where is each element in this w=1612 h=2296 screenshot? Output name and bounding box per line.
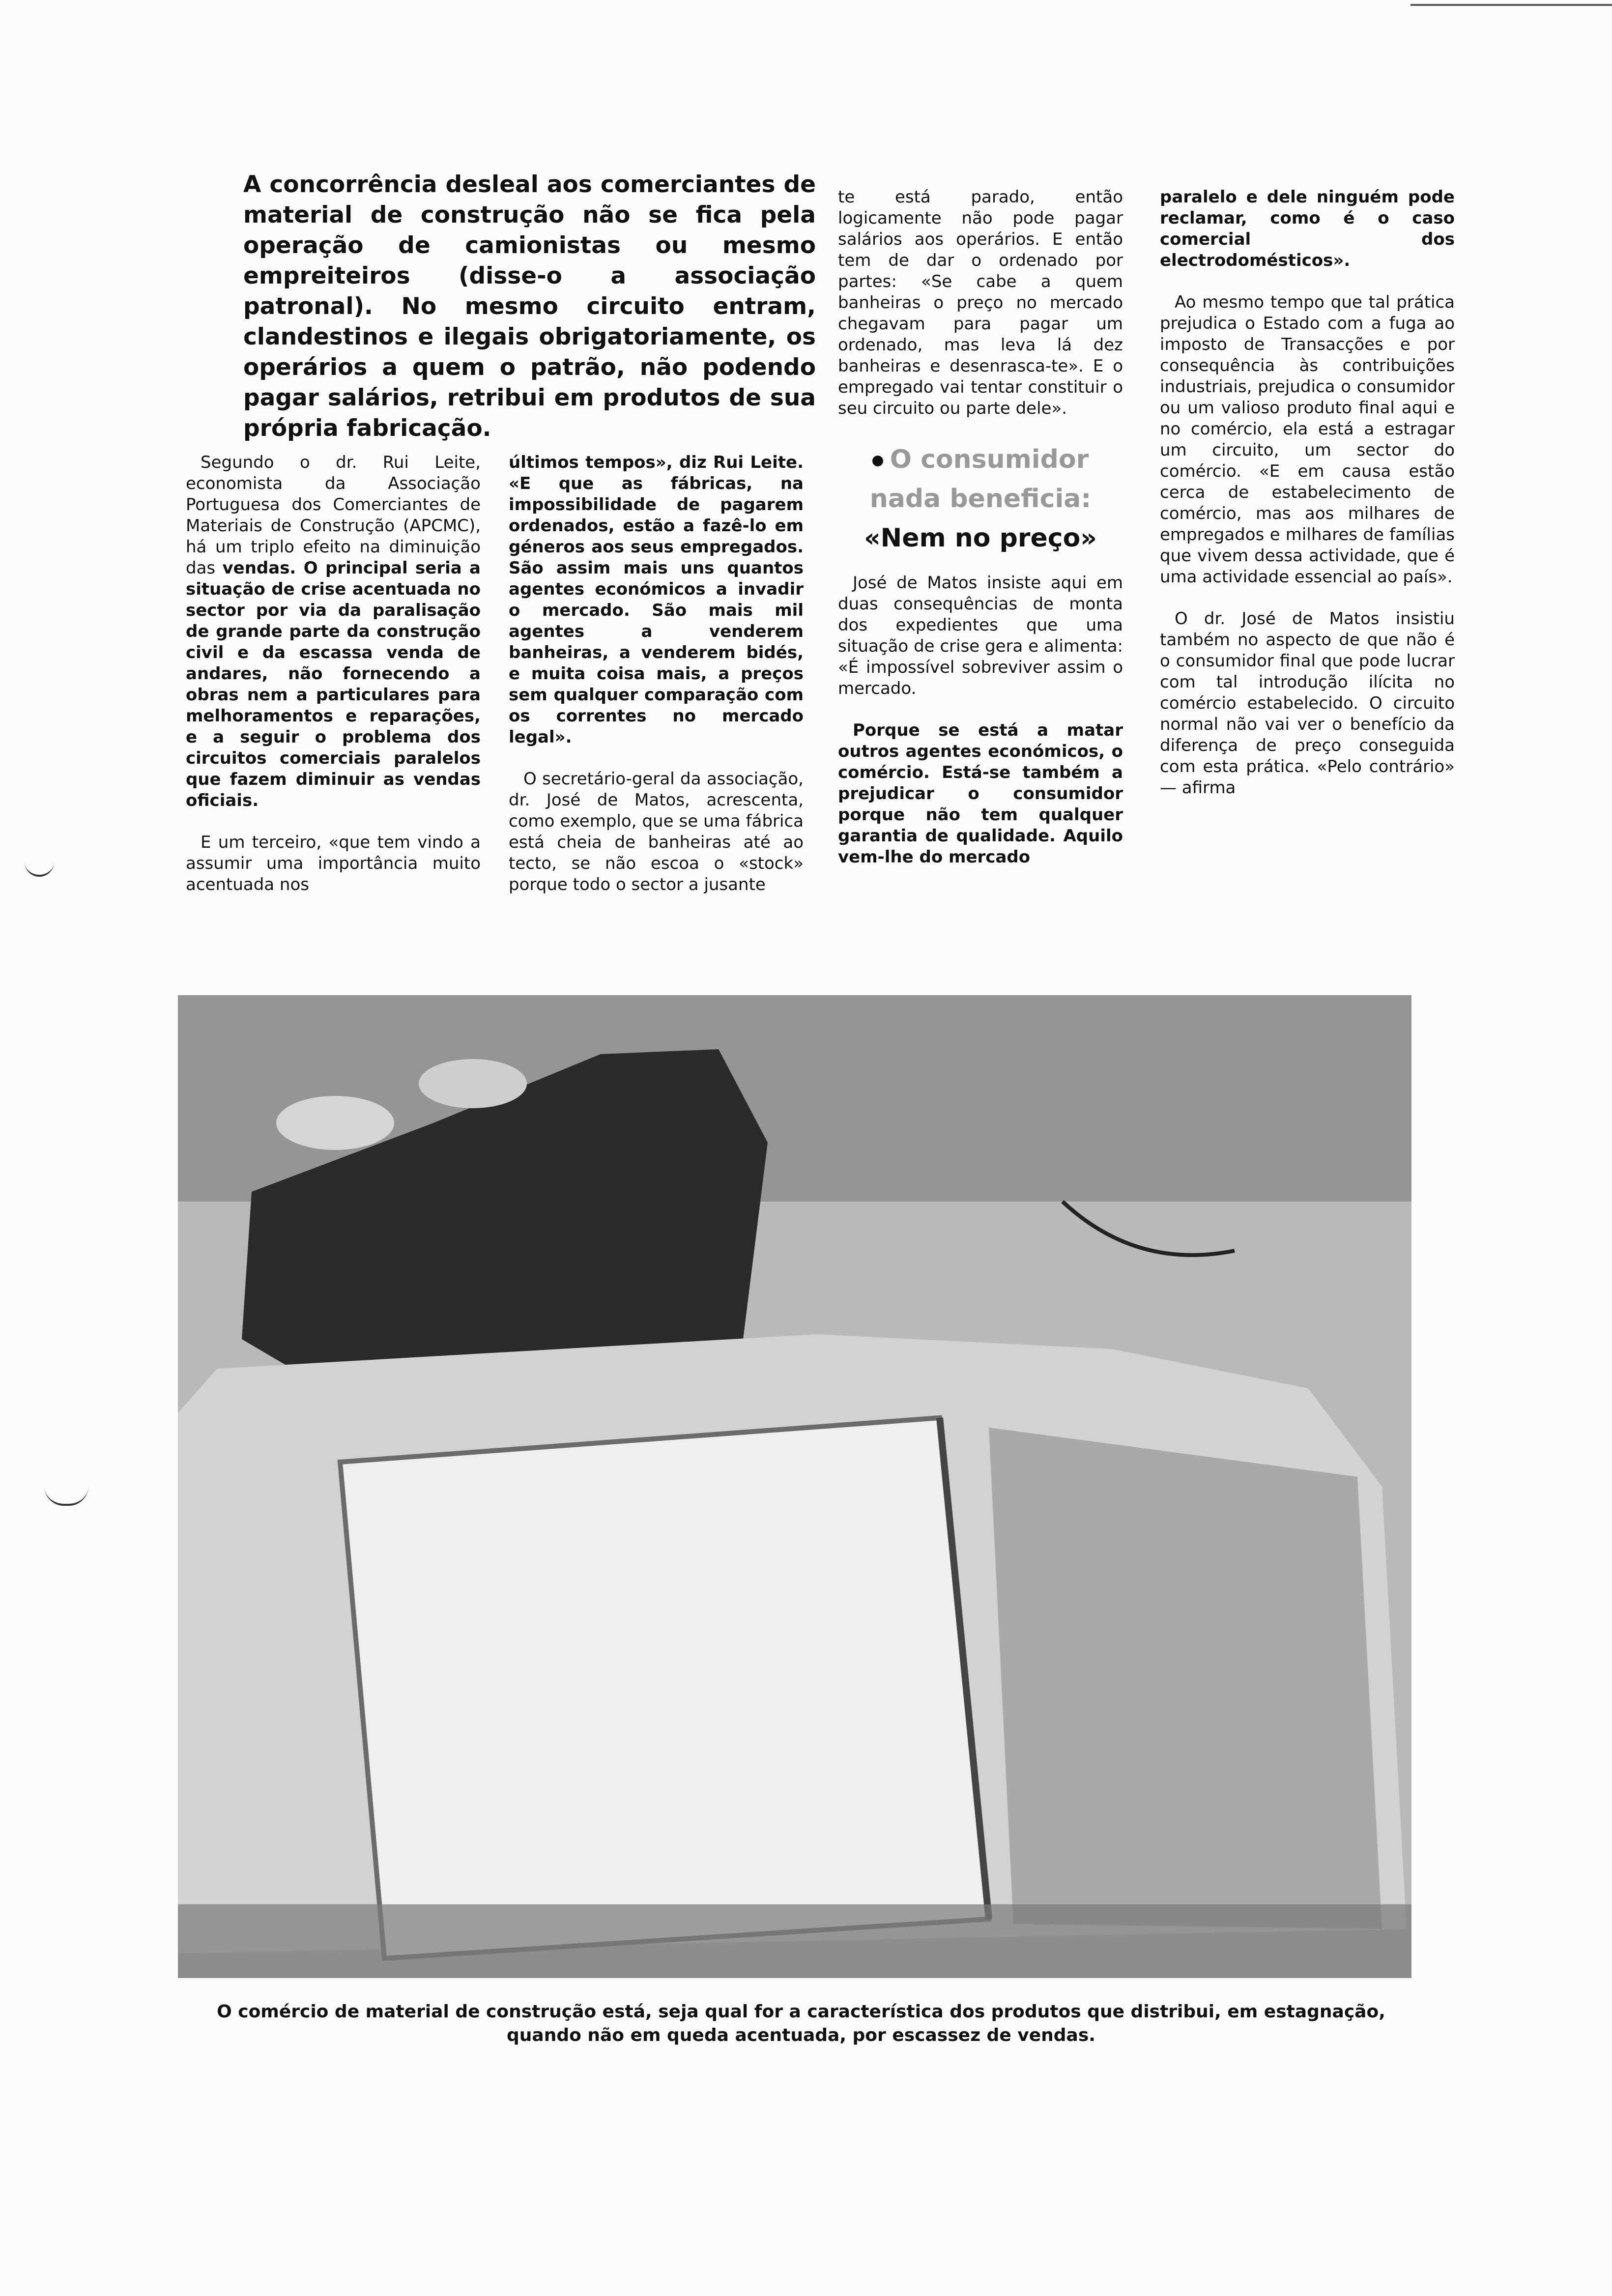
caption-line-1: O comércio de material de construção está, seja qual for a característica dos produtos que distribui, em estagnação, xyxy=(217,2002,1385,2022)
bullet-icon xyxy=(872,456,883,466)
col3-paragraph-3: Porque se está a matar outros agentes económicos, o comércio. Está-se também a prejudicar o consumidor porque não tem qualquer garantia de qualidade. Aquilo vem-lhe do mercado xyxy=(838,720,1123,867)
column-3 xyxy=(838,187,1123,889)
col1-paragraph-1: Segundo o dr. Rui Leite, economista da Associação Portuguesa dos Comerciantes de Materiais de Construção (APCMC), há um triplo efeito na diminuição das vendas. O principal seria a situação de crise acentuada no sector por via da paralisação de grande parte da construção civil e da escassa venda de andares, não fornecendo a obras nem a particulares para melhoramentos e reparações, e a seguir o problema dos circuitos comerciais paralelos que fazem diminuir as vendas oficiais. xyxy=(186,453,481,810)
subhead-line-2: nada beneficia: xyxy=(869,484,1092,514)
col2-paragraph-1: últimos tempos», diz Rui Leite. «E que as fábricas, na impossibilidade de pagarem ordenados, estão a fazê-lo em géneros aos seus empregados. São assim mais uns quantos agentes económicos a invadir o mercado. São mais mil agentes a venderem banheiras, a venderem bidés, e muita coisa mais, a preços sem qualquer comparação com os correntes no mercado legal». xyxy=(509,453,804,747)
col2-paragraph-2: O secretário-geral da associação, dr. José de Matos, acrescenta, como exemplo, que se uma fábrica está cheia de banheiras até ao tecto, se não escoa o «stock» porque todo o sector a jusante xyxy=(509,769,804,894)
col4-paragraph-3: O dr. José de Matos insistiu também no aspecto de que não é o consumidor final que pode lucrar com tal introdução ilícita no comércio estabelecido. O circuito normal não vai ver o benefício da diferença de preço conseguida com esta prática. «Pelo contrário» — afirma xyxy=(1160,609,1455,798)
caption-line-2: quando não em queda acentuada, por escassez de vendas. xyxy=(507,2025,1095,2045)
column-4 xyxy=(1160,187,1455,819)
subhead-line-1: O consumidor xyxy=(838,440,1123,479)
margin-mark xyxy=(25,855,54,877)
col4-paragraph-1: paralelo e dele ninguém pode reclamar, como é o caso comercial dos electrodomésticos». xyxy=(1160,187,1455,270)
column-1 xyxy=(186,452,481,916)
article-lead: A concorrência desleal aos comerciantes de material de construção não se fica pela operação de camionistas ou mesmo empreiteiros (disse-o a associação patronal). No mesmo circuito entram, clandestinos e ilegais obrigatoriamente, os operários a quem o patrão, não podendo pagar salários, retribui em produtos de sua própria fabricação. xyxy=(243,171,816,442)
col3-paragraph-2: José de Matos insiste aqui em duas consequências de monta dos expedientes que uma situação de crise gera e alimenta: «É impossível sobreviver assim o mercado. xyxy=(838,573,1123,698)
article-photo xyxy=(178,995,1411,1978)
subhead-line-3: «Nem no preço» xyxy=(864,523,1097,553)
column-2 xyxy=(509,452,804,916)
top-rule xyxy=(1410,4,1612,6)
col3-paragraph-1: te está parado, então logicamente não pode pagar salários aos operários. E então tem de dar o ordenado por partes: «Se cabe a quem banheiras o preço no mercado chegavam para pagar um ordenado, mas leva lá dez banheiras e desenrasca-te». E o empregado vai tentar constituir o seu circuito ou parte dele». xyxy=(838,187,1123,418)
col4-paragraph-2: Ao mesmo tempo que tal prática prejudica o Estado com a fuga ao imposto de Transacções e por consequência às contribuições industriais, prejudica o consumidor ou um valioso produto final aqui e no comércio, ela está a estragar um circuito, um sector do comércio. «E em causa estão cerca de estabelecimento de comércio, mas aos milhares de empregados e milhares de famílias que vivem dessa actividade, que é uma actividade essencial ao país». xyxy=(1160,292,1455,587)
margin-mark xyxy=(44,1474,88,1506)
col1-paragraph-2: E um terceiro, «que tem vindo a assumir uma importância muito acentuada nos xyxy=(186,832,481,894)
section-subhead xyxy=(838,440,1123,558)
photo-caption xyxy=(177,2000,1425,2047)
